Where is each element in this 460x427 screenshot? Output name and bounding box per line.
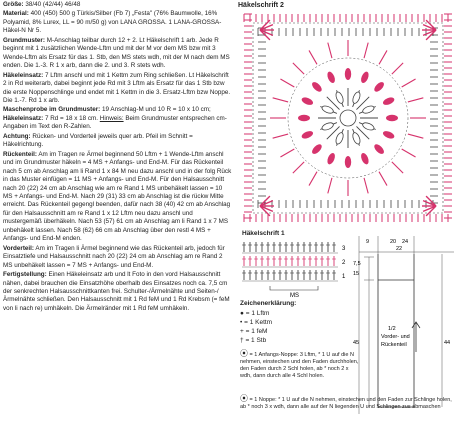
material-paragraph <box>3 10 233 35</box>
outer-stitch <box>408 134 423 138</box>
anfangs-noppe-icon: ⦿ <box>240 349 248 358</box>
legend <box>240 309 352 345</box>
pattern-right-44: 44 <box>444 340 451 346</box>
right-column <box>236 0 460 427</box>
schnitt-diagram <box>354 232 458 422</box>
outer-stitch <box>293 63 304 74</box>
outer-stitch <box>309 172 317 186</box>
outer-stitch <box>273 134 288 138</box>
grundmuster-value: M-Anschlag teilbar durch 12 + 2. Lt Häkelschrift 1 arb. Jede R beginnt mit 1 zusätzlichen Wende-Lftm und mit der M vor dem MS bzw mit 3 Wende-Lftm als Ersatz für das 1. Stb, den MS stets wdh, mit der M nach dem MS enden. Die 1.-3. R 1 x arb, dann die 2. und 3. R stets wdh. <box>3 36 230 70</box>
haekeleinsatz-label: Häkeleinsatz: <box>3 71 44 79</box>
noppe-mark <box>386 115 398 121</box>
legend-item-fem-text: = 1 feM <box>245 328 268 335</box>
outer-stitch <box>280 149 294 157</box>
rueckenteil-value: Am im Tragen re Ärmel beginnend 50 Lftm + 1 Wende-Lftm anschl und im Grundmuster häkeln = 4 MS + Anfangs- und End-M. Für das Rückenteil nach 5 cm ab Anschlag am li Rand 1 x 84 M neu dazu anschl und in der folg Rück in das Muster einfügen = 11 MS + Anfangs- und End-M. Für den Halsausschnitt nach 20 (22) 24 cm ab Anschlag wie am re Rand 1 MS unbehäkelt lassen = 10 MS + Anfangs- und End-M. Nach 29 (31) 33 cm ab Anschlag ist die rückw Mitte erreicht. Das Rückenteil gegengl beenden, dafür nach 38 (40) 42 cm ab Anschlag für den Halsausschnitt am re Rand 1 x 12 Lftm neu dazu anschl und mustergemäß überhäkeln. Nach 53 (57) 61 cm ab Anschlag am li Rand 1 x 7 MS unbehäkelt lassen. Nach 58 (62) 66 cm ab Anschlag über den restl 4 MS + Anfangs- und End-M enden. <box>3 150 232 243</box>
achtung-value: Rücken- und Vorderteil jeweils quer arb. Pfeil im Schnitt = Häkelrichtung. <box>3 132 193 149</box>
outer-stitch <box>392 63 403 74</box>
haekeleinsatz2-label: Häkeleinsatz: <box>3 114 44 122</box>
grundmuster-paragraph <box>3 37 233 71</box>
pattern-top-22: 22 <box>396 246 403 252</box>
pattern-top-24: 24 <box>402 239 409 245</box>
outer-stitch <box>408 98 423 102</box>
noppe-mark <box>310 143 323 156</box>
outer-stitch <box>402 79 416 87</box>
ms-label: MS <box>290 293 299 299</box>
kettm-icon: • <box>240 319 243 326</box>
pattern-label-2: Vorder- und <box>381 334 410 340</box>
noppe-mark <box>360 152 371 166</box>
petal-mark <box>321 121 334 131</box>
pattern-left-7-5: 7,5 <box>353 261 361 267</box>
outer-stitch <box>402 149 416 157</box>
hinweis-label: Hinweis: <box>99 114 124 122</box>
pattern-outline <box>378 254 414 407</box>
outer-stitch <box>309 50 317 64</box>
noppe-mark <box>373 143 386 156</box>
outer-stitch <box>328 43 332 58</box>
noppe-mark <box>382 96 396 107</box>
outer-stitch <box>379 50 387 64</box>
petal-mark <box>362 105 375 115</box>
maschenprobe-label: Maschenprobe im Grundmuster: <box>3 106 101 114</box>
maschenprobe-value: 19 Anschlag-M und 10 R = 10 x 10 cm; <box>100 106 211 114</box>
petal-mark <box>351 91 361 104</box>
vorderteil-value: Am im Tragen li Ärmel beginnend wie das Rückenteil arb, jedoch für Einsatztiefe und Halsausschnitt nach 20 (22) 24 cm ab Anschlag am re Rand 2 MS unbehäkelt lassen = 7 MS + Anfangs- und End-M. <box>3 244 225 269</box>
legend-item-kettm-text: = 1 Kettm <box>244 319 273 326</box>
haekeleinsatz2-value: 7 Rd = 18 x 18 cm. <box>43 114 100 122</box>
legend-title: Zeichenerklärung: <box>240 300 297 307</box>
rueckenteil-label: Rückenteil: <box>3 150 37 158</box>
legend-anfang-noppe <box>240 350 360 380</box>
fertigstellung-value: Einen Häkeleinsatz arb und lt Foto in den vord Halsausschnitt nähen, dabei brauchen die Einsatzhöhe oberhalb des Einsatzes noch ca. 7,5 cm der senkrechten Halsausschnittkanten frei. Schulter-/Ärmelnähte und Seiten-/Ärmelnähte schließen. Den Halsausschnitt mit 1 Rd feM und 1 Rd Krebsm (= feM von li nach re) umhäkeln. Die Ärmelränder mit 1 Rd feM umhäkeln. <box>3 271 230 312</box>
legend-item-stb-text: = 1 Stb <box>245 337 267 344</box>
pattern-left-15: 15 <box>353 271 360 277</box>
material-value: 400 (450) 500 g Türkis/Silber (Fb 7) „Festa" (76% Baumwolle, 16% Polyamid, 8% Lurex, LL = 90 m/50 g) von LANA GROSSA. 1 LANA-GROSSA-Häkel-N Nr 5. <box>3 10 222 35</box>
petal-mark <box>335 91 345 104</box>
maschenprobe-paragraph <box>3 106 233 131</box>
outer-stitch <box>293 162 304 173</box>
noppe-mark <box>345 68 351 80</box>
vorderteil-label: Vorderteil: <box>3 244 35 252</box>
row-2-label: 2 <box>342 260 346 266</box>
instructions-text <box>3 1 233 426</box>
grundmuster-label: Grundmuster: <box>3 36 45 44</box>
noppe-mark <box>373 80 386 93</box>
lftm-icon: ● <box>240 310 244 317</box>
direction-arrow <box>412 322 420 352</box>
noppe-mark <box>360 71 371 85</box>
size-paragraph <box>3 1 233 9</box>
pattern-top-20: 20 <box>390 239 397 245</box>
noppe-mark <box>326 152 337 166</box>
legend-item-kettm <box>240 318 352 327</box>
pattern-label-3: Rückenteil <box>381 342 407 348</box>
haekelschrift-1-diagram <box>240 238 350 298</box>
pattern-label-1: 1/2 <box>388 326 396 332</box>
material-label: Material: <box>3 10 29 18</box>
center-ring <box>340 110 356 126</box>
petal-mark <box>362 121 375 131</box>
size-value: 38/40 (42/44) 46/48 <box>23 1 81 8</box>
legend-anfang-text: = 1 Anfangs-Noppe: 3 Lftm, * 1 U auf die N nehmen, einstechen und den Faden durchholen, den Faden durch 2 Schl holen, ab * noch 2 x wdh, dann durch alle 4 Schl holen. <box>240 352 359 379</box>
noppe-mark <box>310 80 323 93</box>
petal-mark <box>335 132 345 145</box>
row-3-label: 3 <box>342 246 346 252</box>
haekeleinsatz-value: 7 Lftm anschl und mit 1 Kettm zum Ring schließen. Lt Häkelschrift 2 in Rd weiterarb, dabei beginnt jede Rd mit 3 Lftm als Ersatz für das 1 Stb bzw die erste Noppenschlinge und endet mit 1 Kettm in die 3. Ersatz-Lftm bzw Noppe. Die 1.-7. Rd 1 x arb. <box>3 71 231 104</box>
row-1-label: 1 <box>342 274 346 280</box>
size-label: Größe: <box>3 1 24 8</box>
outer-stitch <box>379 172 387 186</box>
noppe-mark <box>382 130 396 141</box>
vorderteil-paragraph <box>3 245 233 270</box>
noppe-mark <box>326 71 337 85</box>
outer-stitch <box>328 178 332 193</box>
petal-mark <box>321 105 334 115</box>
fertigstellung-label: Fertigstellung: <box>3 271 47 279</box>
legend-item-fem <box>240 327 352 336</box>
outer-stitch <box>273 98 288 102</box>
noppe-mark <box>298 115 310 121</box>
outer-stitch <box>364 178 368 193</box>
noppe-mark <box>301 96 315 107</box>
outer-stitch <box>392 162 403 173</box>
noppe-icon: ⦿ <box>240 394 248 403</box>
outer-stitch <box>280 79 294 87</box>
outer-stitch <box>364 43 368 58</box>
noppe-mark <box>301 130 315 141</box>
noppe-mark <box>345 156 351 168</box>
petal-mark <box>351 132 361 145</box>
haekeleinsatz-paragraph <box>3 72 233 106</box>
haekelschrift-2-title: Häkelschrift 2 <box>238 2 284 9</box>
haekelschrift-2-diagram <box>236 10 460 230</box>
rueckenteil-paragraph <box>3 151 233 244</box>
legend-noppe <box>240 395 454 411</box>
legend-item-lftm-text: = 1 Lftm <box>245 310 270 317</box>
legend-item-stb <box>240 336 352 345</box>
fertigstellung-paragraph <box>3 271 233 313</box>
haekelschrift-1-title: Häkelschrift 1 <box>242 230 285 237</box>
legend-noppe-text: = 1 Noppe: * 1 U auf die N nehmen, einstechen und den Faden zur Schlinge holen, ab * noch 3 x wdh, dann alle auf der N liegenden U und Schlingen zus abmaschen <box>240 397 452 410</box>
pattern-top-9: 9 <box>366 239 370 245</box>
achtung-label: Achtung: <box>3 132 31 140</box>
achtung-paragraph <box>3 133 233 150</box>
legend-item-lftm <box>240 309 352 318</box>
stb-icon: † <box>240 337 244 344</box>
fem-icon: + <box>240 328 244 335</box>
ms-bracket <box>270 286 318 290</box>
hinweis-value: Beim Grundmuster entsprechen cm-Angaben im Text den R-Zahlen. <box>3 114 227 131</box>
pattern-left-45: 45 <box>353 340 360 346</box>
